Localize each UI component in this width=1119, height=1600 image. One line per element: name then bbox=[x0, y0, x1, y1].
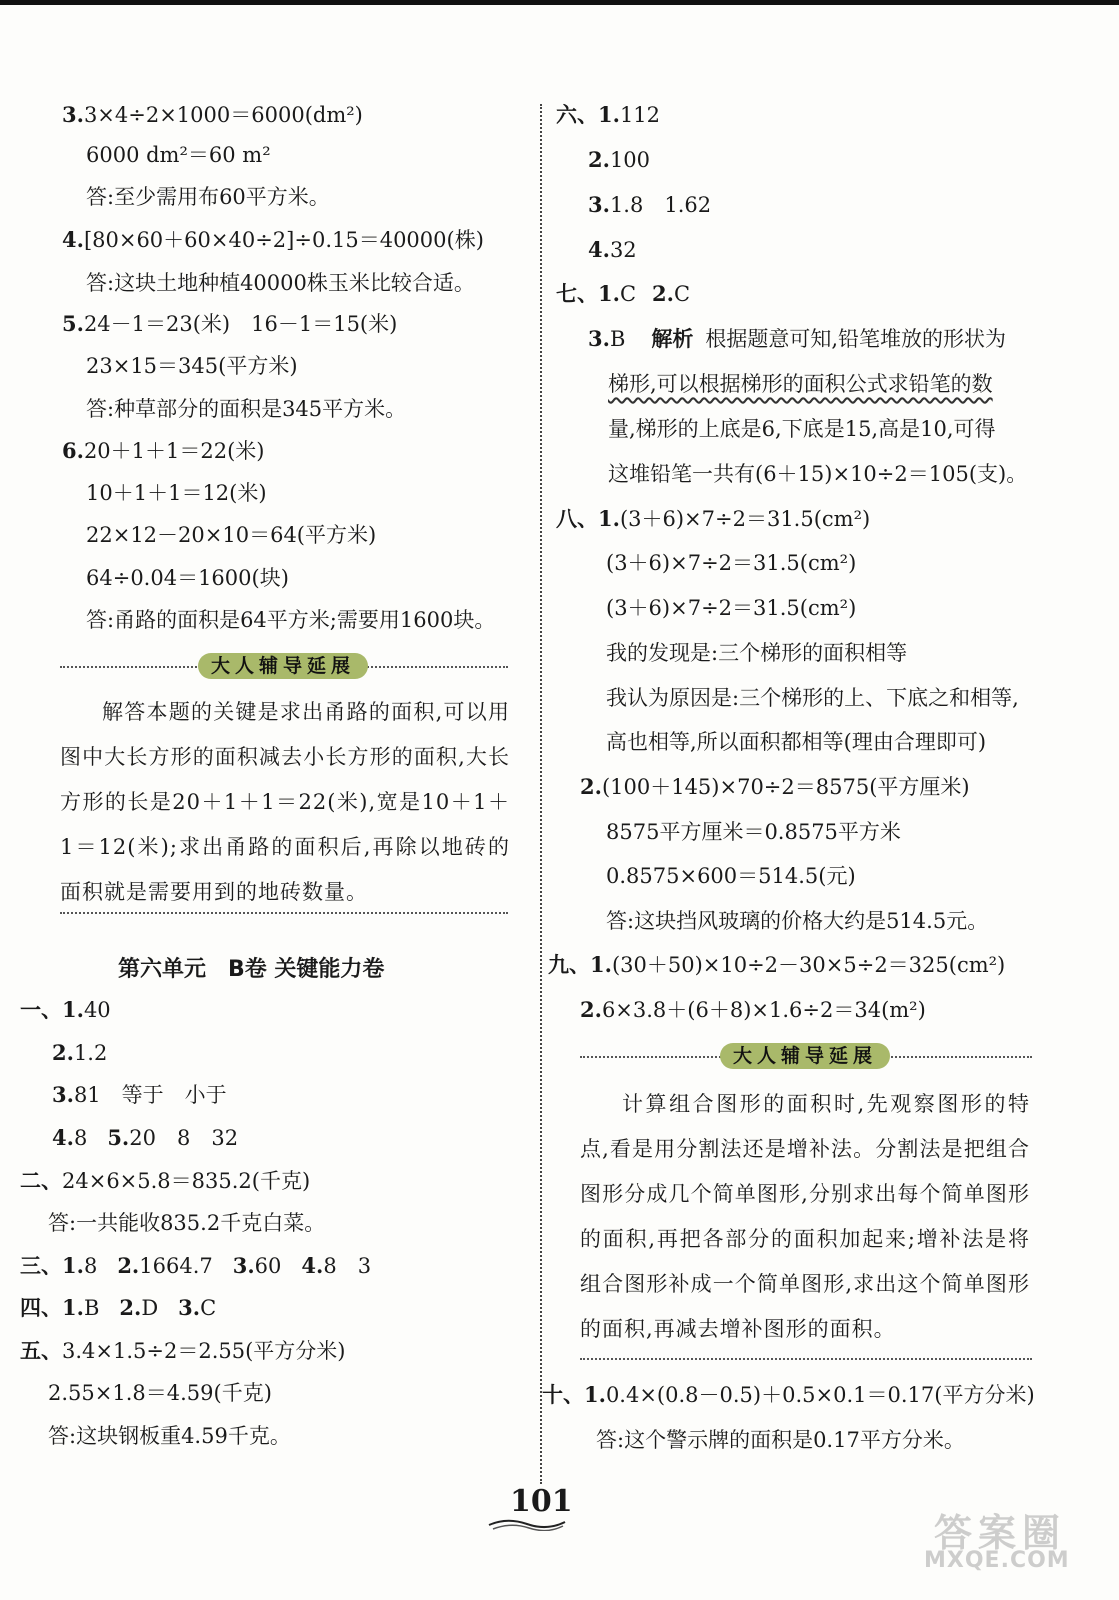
answer-line: 高也相等,所以面积都相等(理由合理即可) bbox=[606, 730, 987, 754]
answer-line: 4.8 5.20 8 32 bbox=[52, 1125, 239, 1150]
answer-line: 八、1.(3＋6)×7÷2＝31.5(cm²) bbox=[556, 506, 871, 531]
watermark bbox=[920, 1500, 1090, 1580]
analysis-line: 量,梯形的上底是6,下底是15,高是10,可得 bbox=[608, 417, 996, 441]
answer-line: 答:这块土地种植40000株玉米比较合适。 bbox=[86, 271, 475, 295]
answer-line: 答:这个警示牌的面积是0.17平方分米。 bbox=[596, 1428, 965, 1452]
tutor-note: 计算组合图形的面积时,先观察图形的特点,看是用分割法还是增补法。分割法是把组合图形分成几个简单图形,分别求出每个简单图形的面积,再把各部分的面积加起来;增补法是将组合图形补成一个简单图形,求出这个简单图形的面积,再减去增补图形的面积。 bbox=[580, 1092, 1030, 1341]
answer-line: 4.32 bbox=[588, 237, 637, 262]
watermark-logo: 答案圈 bbox=[934, 1511, 1067, 1555]
answer-line: 四、1.B 2.D 3.C bbox=[20, 1295, 217, 1320]
answer-line: 二、24×6×5.8＝835.2(千克) bbox=[20, 1168, 311, 1193]
answer-line: 九、1.(30＋50)×10÷2－30×5÷2＝325(cm²) bbox=[548, 952, 1006, 977]
answer-line: 5.24－1＝23(米) 16－1＝15(米) bbox=[62, 311, 398, 336]
answer-line: 2.1.2 bbox=[52, 1040, 108, 1065]
answer-line: 2.6×3.8＋(6＋8)×1.6÷2＝34(m²) bbox=[580, 997, 926, 1022]
answer-line: 3.81 等于 小于 bbox=[52, 1082, 227, 1107]
answer-line: 3.3×4÷2×1000＝6000(dm²) bbox=[62, 102, 363, 127]
answer-line: 答:种草部分的面积是345平方米。 bbox=[86, 397, 407, 421]
section-title: 第六单元 B卷 关键能力卷 bbox=[118, 957, 385, 982]
answer-line: 0.8575×600＝514.5(元) bbox=[606, 864, 856, 888]
answer-line: 4.[80×60＋60×40÷2]÷0.15＝40000(株) bbox=[62, 227, 484, 252]
answer-line: 答:这块挡风玻璃的价格大约是514.5元。 bbox=[606, 909, 989, 933]
wave-ornament-icon bbox=[487, 1515, 567, 1531]
analysis-line: 这堆铅笔一共有(6＋15)×10÷2＝105(支)。 bbox=[608, 462, 1028, 486]
answer-line: 我的发现是:三个梯形的面积相等 bbox=[606, 641, 908, 665]
answer-line: 一、1.40 bbox=[20, 997, 111, 1022]
answer-line: (3＋6)×7÷2＝31.5(cm²) bbox=[606, 596, 857, 620]
tutor-extension-banner: 大人辅导延展 bbox=[720, 1043, 890, 1069]
answer-line: 七、1.C 2.C bbox=[556, 281, 691, 306]
answer-line: 22×12－20×10＝64(平方米) bbox=[86, 523, 377, 547]
answer-line: 六、1.112 bbox=[556, 102, 661, 127]
answer-line: 答:至少需用布60平方米。 bbox=[86, 185, 330, 209]
analysis-line: 3.B 解析 根据题意可知,铅笔堆放的形状为 bbox=[588, 326, 1007, 351]
answer-line: 三、1.8 2.1664.7 3.60 4.8 3 bbox=[20, 1253, 372, 1278]
tutor-extension-banner: 大人辅导延展 bbox=[198, 653, 368, 679]
analysis-line: 梯形,可以根据梯形的面积公式求铅笔的数 bbox=[608, 372, 993, 396]
answer-line: 64÷0.04＝1600(块) bbox=[86, 566, 289, 590]
answer-line: 8575平方厘米＝0.8575平方米 bbox=[606, 820, 901, 844]
answer-line: 2.(100＋145)×70÷2＝8575(平方厘米) bbox=[580, 774, 970, 799]
watermark-url: MXQE.COM bbox=[924, 1548, 1070, 1573]
answer-line: 我认为原因是:三个梯形的上、下底之和相等, bbox=[606, 686, 1019, 710]
answer-line: 十、1.0.4×(0.8－0.5)＋0.5×0.1＝0.17(平方分米) bbox=[542, 1382, 1035, 1407]
dotted-rule bbox=[580, 1358, 1032, 1360]
answer-line: 答:甬路的面积是64平方米;需要用1600块。 bbox=[86, 608, 496, 632]
tutor-note: 解答本题的关键是求出甬路的面积,可以用图中大长方形的面积减去小长方形的面积,大长方形的长是20＋1＋1＝22(米),宽是10＋1＋1＝12(米);求出甬路的面积后,再除以地砖的面积就是需要用到的地砖数量。 bbox=[60, 700, 510, 904]
answer-line: 6.20＋1＋1＝22(米) bbox=[62, 438, 265, 463]
answer-line: (3＋6)×7÷2＝31.5(cm²) bbox=[606, 551, 857, 575]
page-number: 101 bbox=[510, 1484, 573, 1519]
answer-line: 答:这块钢板重4.59千克。 bbox=[48, 1424, 291, 1448]
answer-line: 2.100 bbox=[588, 147, 651, 172]
answer-line: 23×15＝345(平方米) bbox=[86, 354, 298, 378]
answer-line: 3.1.8 1.62 bbox=[588, 192, 712, 217]
top-border bbox=[0, 0, 1119, 5]
answer-line: 10＋1＋1＝12(米) bbox=[86, 481, 267, 505]
dotted-rule bbox=[60, 912, 508, 914]
answer-line: 答:一共能收835.2千克白菜。 bbox=[48, 1211, 326, 1235]
answer-line: 6000 dm²＝60 m² bbox=[86, 143, 271, 167]
answer-line: 五、3.4×1.5÷2＝2.55(平方分米) bbox=[20, 1338, 346, 1363]
column-divider bbox=[540, 104, 542, 1484]
answer-line: 2.55×1.8＝4.59(千克) bbox=[48, 1381, 272, 1405]
